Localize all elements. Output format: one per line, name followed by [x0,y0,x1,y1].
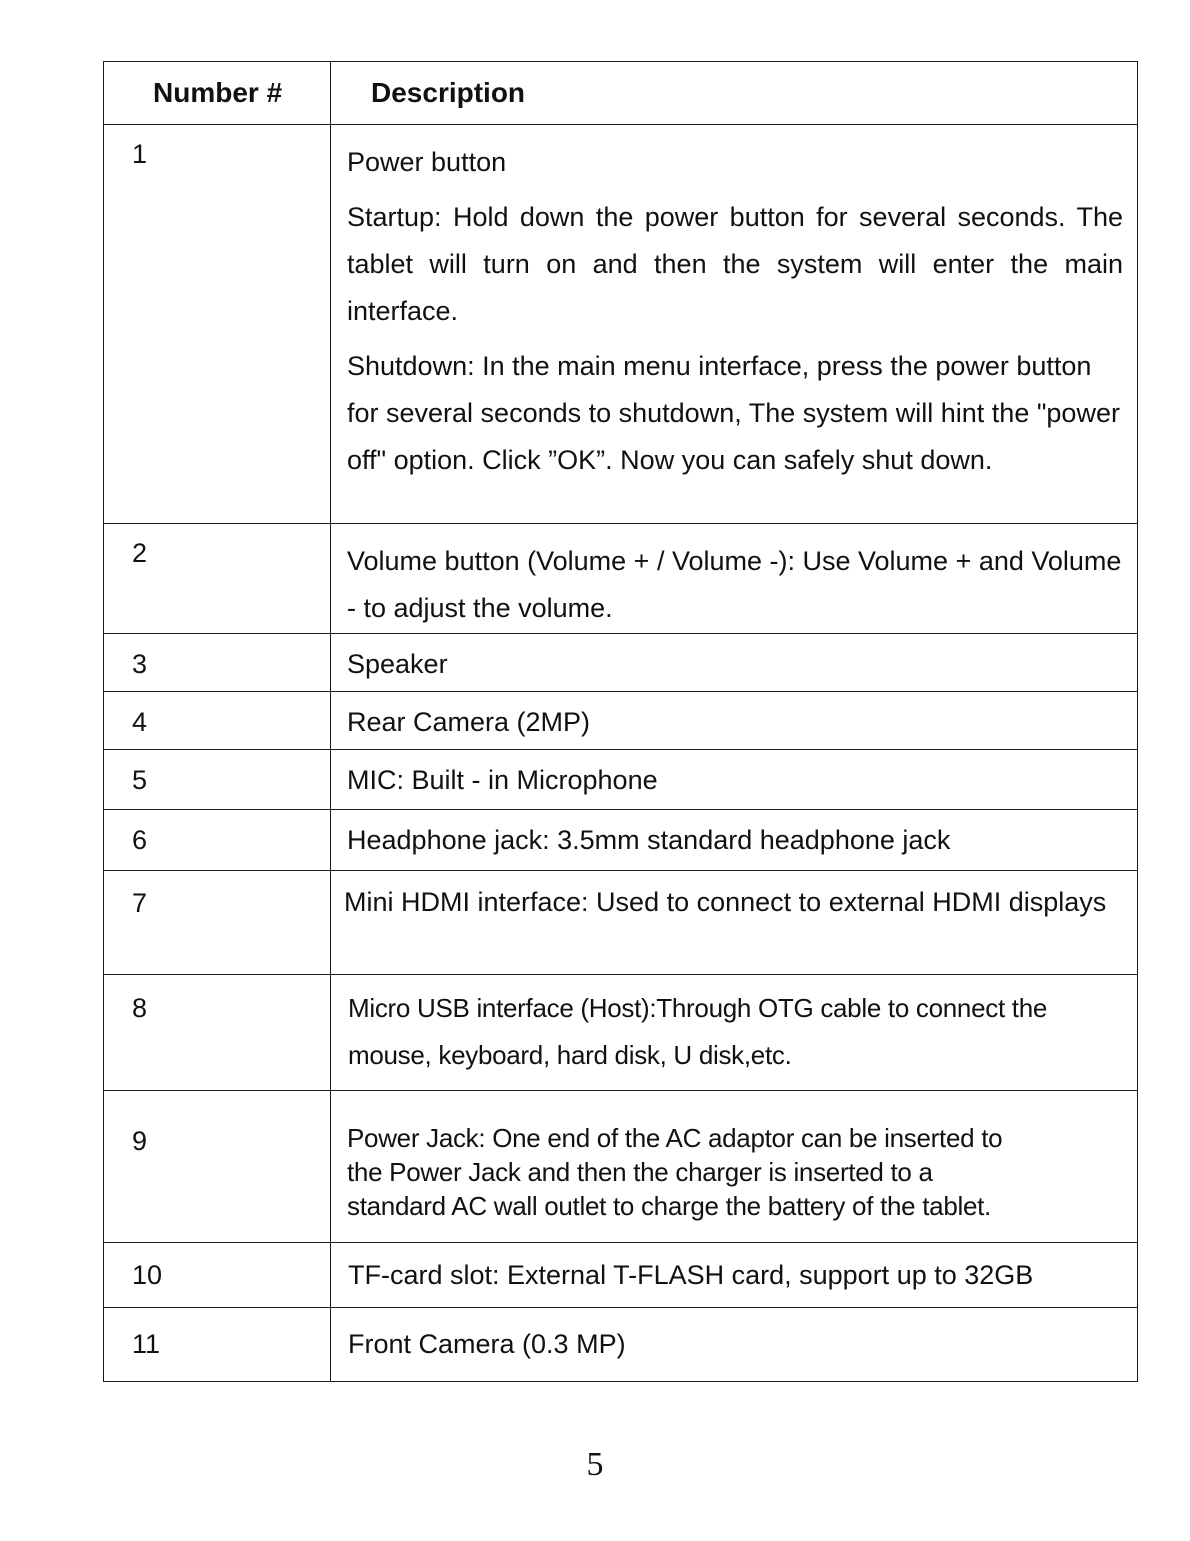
row-number: 9 [104,1091,331,1243]
description-title: Power button [347,147,507,177]
row-number: 2 [104,524,331,634]
row-number: 8 [104,975,331,1091]
table-row [104,692,1138,750]
description-paragraph: Micro USB interface (Host):Through OTG cable to connect the mouse, keyboard, hard disk, U disk,etc. [348,993,1048,1070]
row-description [331,125,1138,524]
row-number: 1 [104,125,331,524]
table-row [104,871,1138,975]
description-paragraph: Startup: Hold down the power button for several seconds. The tablet will turn on and then the system will enter the main interface. [347,202,1123,326]
row-number: 4 [104,692,331,750]
description-line: Power Jack: One end of the AC adaptor can be inserted to [347,1123,1003,1153]
description-paragraph: Mini HDMI interface: Used to connect to external HDMI displays [344,887,1107,917]
description-paragraph: TF-card slot: External T-FLASH card, support up to 32GB [348,1260,1034,1290]
description-line: standard AC wall outlet to charge the battery of the tablet. [347,1191,991,1221]
spec-table [103,61,1138,1382]
description-paragraph: Volume button (Volume + / Volume -): Use Volume + and Volume - to adjust the volume. [347,546,1122,623]
row-description [331,975,1138,1091]
row-description [331,1243,1138,1308]
table-row [104,810,1138,871]
description-paragraph: MIC: Built - in Microphone [347,765,658,795]
description-paragraph: Front Camera (0.3 MP) [348,1329,626,1359]
row-number: 5 [104,750,331,810]
row-number: 11 [104,1308,331,1382]
table-row [104,634,1138,692]
description-paragraph: Rear Camera (2MP) [347,707,591,737]
description-paragraph: Headphone jack: 3.5mm standard headphone jack [347,825,951,855]
row-description [331,1308,1138,1382]
row-number: 3 [104,634,331,692]
table-row [104,750,1138,810]
row-description [331,634,1138,692]
row-description [331,524,1138,634]
header-number: Number # [104,62,331,125]
description-line: the Power Jack and then the charger is inserted to a [347,1157,933,1187]
table-row [104,1308,1138,1382]
description-paragraph: Speaker [347,649,448,679]
table-row [104,524,1138,634]
table-row [104,975,1138,1091]
row-description [331,750,1138,810]
page-number: 5 [586,1446,604,1483]
header-description: Description [331,62,1138,125]
row-description [331,810,1138,871]
row-description [331,1091,1138,1243]
row-number: 10 [104,1243,331,1308]
row-description [331,692,1138,750]
table-header-row [104,62,1138,125]
row-number: 7 [104,871,331,975]
row-number: 6 [104,810,331,871]
row-description [331,871,1138,975]
description-paragraph: Shutdown: In the main menu interface, press the power button for several seconds to shutdown, The system will hint the "power off" option. Click ”OK”. Now you can safely shut down. [347,351,1120,475]
table-row [104,125,1138,524]
table-row [104,1091,1138,1243]
table-row [104,1243,1138,1308]
